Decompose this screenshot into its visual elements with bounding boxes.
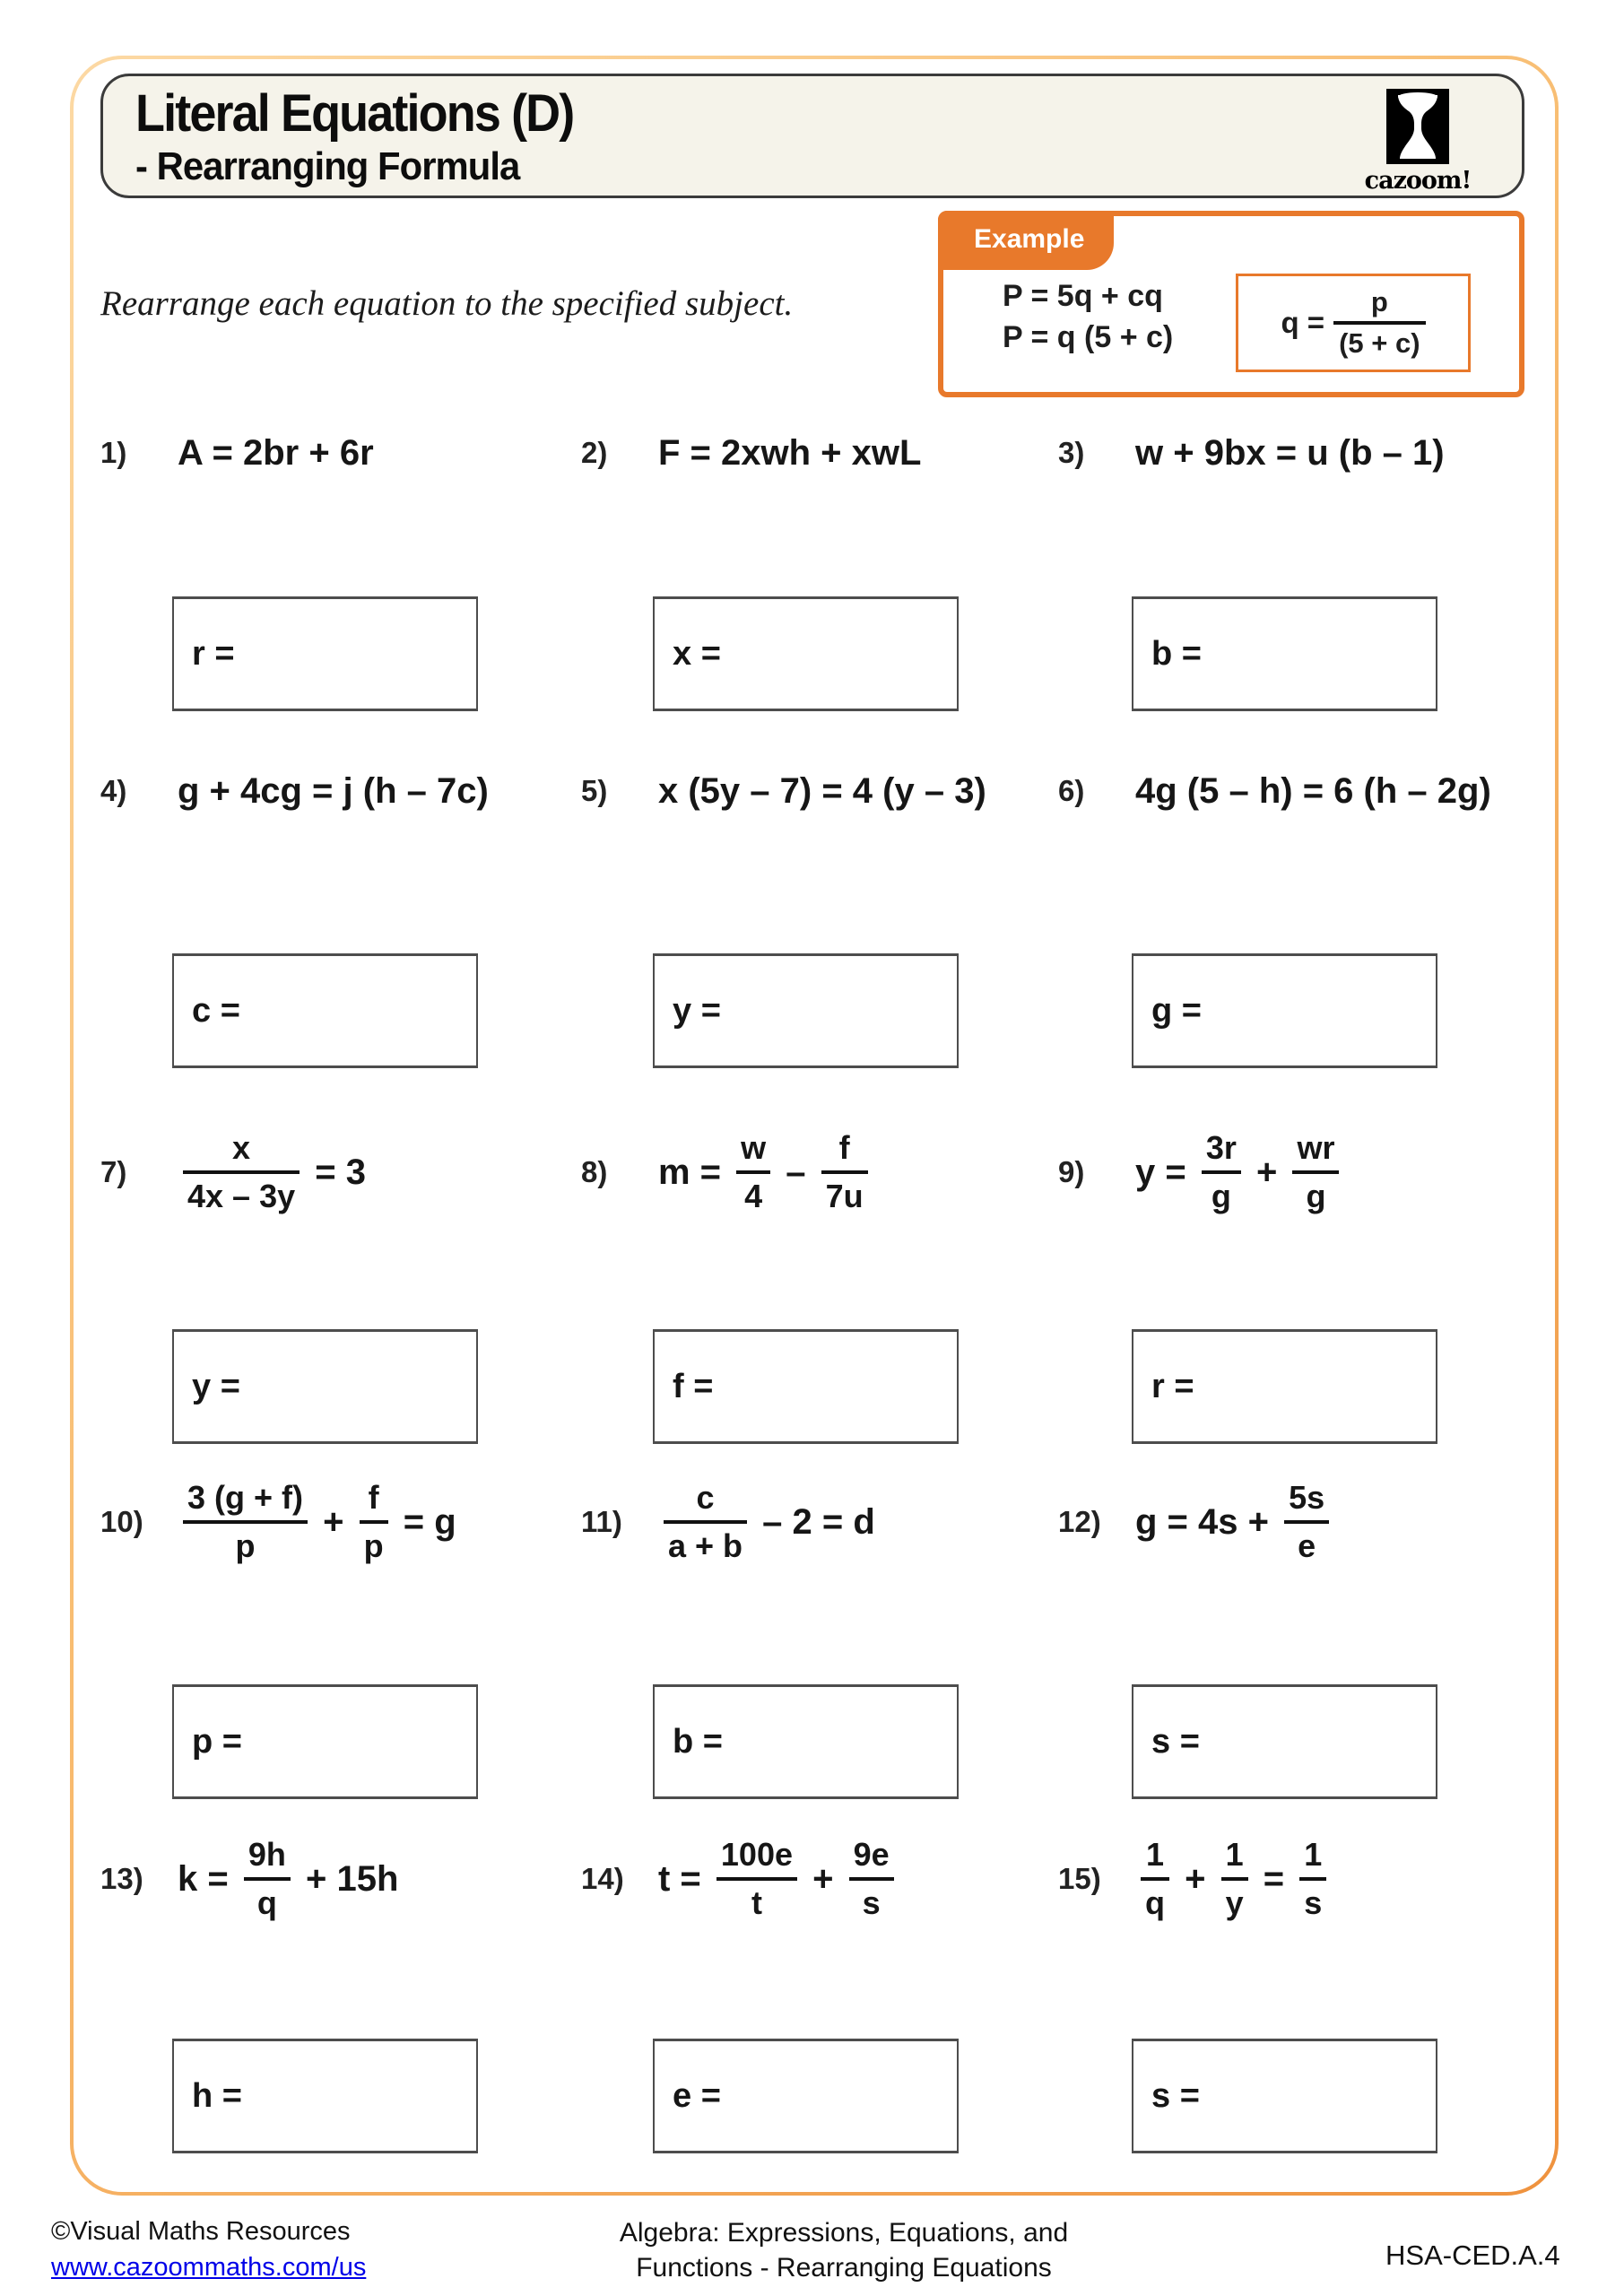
problem-equation — [1135, 433, 1445, 474]
answer-box-label: y = — [673, 991, 721, 1030]
answer-box-label: b = — [673, 1722, 723, 1761]
equation-text: A = 2br + 6r — [178, 432, 374, 473]
equation-fraction — [821, 1129, 868, 1215]
footer-copyright: ©Visual Maths Resources — [51, 2217, 351, 2246]
problem-number: 2) — [581, 436, 608, 469]
fraction-denominator: p — [235, 1527, 256, 1564]
equation-text: g + 4cg = j (h – 7c) — [178, 770, 489, 811]
fraction-denominator: s — [1304, 1884, 1323, 1921]
footer-website-link[interactable]: www.cazoommaths.com/us — [51, 2253, 367, 2282]
problem-6 — [1058, 724, 1491, 858]
fraction-numerator: x — [232, 1129, 251, 1166]
problem-equation — [178, 433, 374, 474]
equation-fraction — [716, 1836, 797, 1922]
answer-box-9[interactable] — [1132, 1329, 1437, 1444]
problem-number: 11) — [581, 1505, 622, 1538]
fraction-numerator: f — [838, 1129, 850, 1166]
equation-text: = g — [393, 1501, 456, 1542]
footer-topic-line1: Algebra: Expressions, Equations, and — [619, 2218, 1069, 2248]
fraction-numerator: 9h — [248, 1836, 286, 1873]
problem-number: 13) — [100, 1862, 143, 1895]
problem-2 — [581, 386, 921, 520]
problem-9 — [1058, 1105, 1344, 1239]
problem-equation — [658, 771, 986, 812]
problem-13 — [100, 1812, 398, 1946]
equation-text: F = 2xwh + xwL — [658, 432, 922, 473]
equation-text: g = 4s + — [1135, 1501, 1280, 1542]
equation-fraction — [1202, 1129, 1241, 1215]
equation-text: + — [1246, 1152, 1288, 1192]
fraction-denominator: (5 + c) — [1339, 327, 1420, 359]
problem-equation — [178, 1479, 456, 1565]
answer-box-label: y = — [192, 1367, 240, 1405]
cazoom-logo-text: cazoom! — [1364, 167, 1472, 195]
fraction-numerator: p — [1370, 286, 1388, 317]
problem-number: 15) — [1058, 1862, 1101, 1895]
fraction-numerator: f — [368, 1479, 379, 1516]
problem-number: 8) — [581, 1155, 608, 1188]
fraction-numerator: wr — [1297, 1129, 1335, 1166]
equation-text: – 2 = d — [752, 1501, 875, 1542]
fraction-denominator: q — [1145, 1884, 1165, 1921]
problem-12 — [1058, 1455, 1334, 1589]
problem-number: 6) — [1058, 774, 1085, 807]
example-answer-lhs: q = — [1281, 306, 1325, 339]
answer-box-label: e = — [673, 2076, 721, 2115]
answer-box-label: s = — [1151, 1722, 1200, 1761]
answer-box-12[interactable] — [1132, 1684, 1437, 1799]
fraction-numerator: 3r — [1205, 1129, 1237, 1166]
fraction-denominator: 7u — [825, 1178, 864, 1214]
answer-box-6[interactable] — [1132, 953, 1437, 1068]
problem-equation — [658, 1836, 899, 1922]
answer-box-label: s = — [1151, 2076, 1200, 2115]
problem-equation — [1135, 1479, 1334, 1565]
fraction-numerator: 1 — [1145, 1836, 1165, 1873]
footer-standard-code: HSA-CED.A.4 — [1385, 2239, 1560, 2271]
answer-box-label: r = — [192, 634, 235, 673]
answer-box-label: f = — [673, 1367, 714, 1405]
answer-box-1[interactable] — [172, 596, 478, 711]
problem-14 — [581, 1812, 899, 1946]
fraction-numerator: 5s — [1289, 1479, 1325, 1516]
problem-equation — [658, 1129, 873, 1215]
equation-fraction — [1141, 1836, 1169, 1922]
problem-number: 5) — [581, 774, 608, 807]
equation-text: = 3 — [305, 1152, 366, 1192]
answer-box-label: c = — [192, 991, 240, 1030]
fraction-numerator: 1 — [1225, 1836, 1244, 1873]
fraction-numerator: w — [741, 1129, 767, 1166]
fraction-numerator: 3 (g + f) — [187, 1479, 304, 1516]
answer-box-15[interactable] — [1132, 2039, 1437, 2153]
example-line-2: P = q (5 + c) — [1003, 320, 1174, 354]
answer-box-14[interactable] — [653, 2039, 959, 2153]
answer-box-10[interactable] — [172, 1684, 478, 1799]
answer-box-label: b = — [1151, 634, 1202, 673]
equation-fraction — [183, 1129, 300, 1215]
equation-text: k = — [178, 1858, 239, 1899]
equation-text: + — [803, 1858, 844, 1899]
fraction-denominator: q — [256, 1884, 277, 1921]
equation-text: m = — [658, 1152, 732, 1192]
answer-box-2[interactable] — [653, 596, 959, 711]
fraction-numerator: 9e — [853, 1836, 890, 1873]
problem-number: 12) — [1058, 1505, 1101, 1538]
answer-box-label: r = — [1151, 1367, 1194, 1405]
instruction-text: Rearrange each equation to the specified subject. — [100, 284, 794, 323]
equation-fraction — [849, 1836, 894, 1922]
fraction-numerator: 1 — [1304, 1836, 1323, 1873]
equation-text: x (5y – 7) = 4 (y – 3) — [658, 770, 986, 811]
problem-11 — [581, 1455, 875, 1589]
answer-box-7[interactable] — [172, 1329, 478, 1444]
answer-box-13[interactable] — [172, 2039, 478, 2153]
equation-text: 4g (5 – h) = 6 (h – 2g) — [1135, 770, 1491, 811]
problem-number: 7) — [100, 1155, 127, 1188]
problem-4 — [100, 724, 489, 858]
problem-7 — [100, 1105, 366, 1239]
problem-number: 3) — [1058, 436, 1085, 469]
equation-text: = — [1253, 1858, 1295, 1899]
fraction-denominator: e — [1298, 1527, 1316, 1564]
equation-text: t = — [658, 1858, 711, 1899]
problem-number: 14) — [581, 1862, 624, 1895]
answer-box-4[interactable] — [172, 953, 478, 1068]
answer-box-label: h = — [192, 2076, 242, 2115]
problem-equation — [178, 1129, 366, 1215]
problem-equation — [178, 1836, 398, 1922]
fraction-denominator: s — [862, 1884, 881, 1921]
fraction-numerator: c — [696, 1479, 715, 1516]
answer-box-3[interactable] — [1132, 596, 1437, 711]
problem-equation — [1135, 1129, 1344, 1215]
footer-center — [575, 2215, 1113, 2285]
problem-equation — [658, 1479, 875, 1565]
problem-number: 1) — [100, 436, 127, 469]
fraction-numerator: 100e — [720, 1836, 793, 1873]
answer-box-label: x = — [673, 634, 721, 673]
fraction-denominator: 4x – 3y — [187, 1178, 296, 1214]
equation-fraction — [664, 1479, 747, 1565]
answer-box-label: g = — [1151, 991, 1202, 1030]
fraction-denominator: 4 — [744, 1178, 763, 1214]
equation-text: w + 9bx = u (b – 1) — [1135, 432, 1445, 473]
equation-fraction — [1221, 1836, 1248, 1922]
equation-fraction — [1292, 1129, 1339, 1215]
problem-3 — [1058, 386, 1445, 520]
fraction-denominator: p — [363, 1527, 384, 1564]
problem-15 — [1058, 1812, 1332, 1946]
example-tab-label: Example — [938, 211, 1114, 270]
page-subtitle: - Rearranging Formula — [135, 144, 520, 188]
equation-text: + — [313, 1501, 354, 1542]
equation-text: y = — [1135, 1152, 1196, 1192]
problem-equation — [1135, 1836, 1332, 1922]
fraction-denominator: t — [751, 1884, 762, 1921]
example-line-1: P = 5q + cq — [1003, 279, 1163, 313]
footer-topic-line2: Functions - Rearranging Equations — [636, 2253, 1052, 2283]
problem-equation — [178, 771, 489, 812]
equation-text: + — [1175, 1858, 1216, 1899]
answer-box-11[interactable] — [653, 1684, 959, 1799]
fraction-denominator: a + b — [668, 1527, 743, 1564]
equation-fraction — [1299, 1836, 1326, 1922]
answer-box-5[interactable] — [653, 953, 959, 1068]
equation-fraction — [244, 1836, 291, 1922]
equation-text: + 15h — [295, 1858, 399, 1899]
problem-8 — [581, 1105, 873, 1239]
fraction-denominator: g — [1306, 1178, 1326, 1214]
problem-number: 4) — [100, 774, 127, 807]
equation-text: – — [776, 1152, 816, 1192]
problem-10 — [100, 1455, 456, 1589]
problem-5 — [581, 724, 986, 858]
page-title: Literal Equations (D) — [135, 84, 574, 143]
fraction-denominator: g — [1211, 1178, 1231, 1214]
answer-box-label: p = — [192, 1722, 242, 1761]
equation-fraction — [183, 1479, 308, 1565]
fraction-denominator: y — [1225, 1884, 1244, 1921]
equation-fraction — [1284, 1479, 1329, 1565]
problem-number: 9) — [1058, 1155, 1085, 1188]
footer-left — [51, 2213, 366, 2285]
problem-equation — [658, 433, 921, 474]
problem-1 — [100, 386, 374, 520]
problem-equation — [1135, 771, 1491, 812]
problem-number: 10) — [100, 1505, 143, 1538]
equation-fraction — [736, 1129, 770, 1215]
answer-box-8[interactable] — [653, 1329, 959, 1444]
equation-fraction — [360, 1479, 388, 1565]
